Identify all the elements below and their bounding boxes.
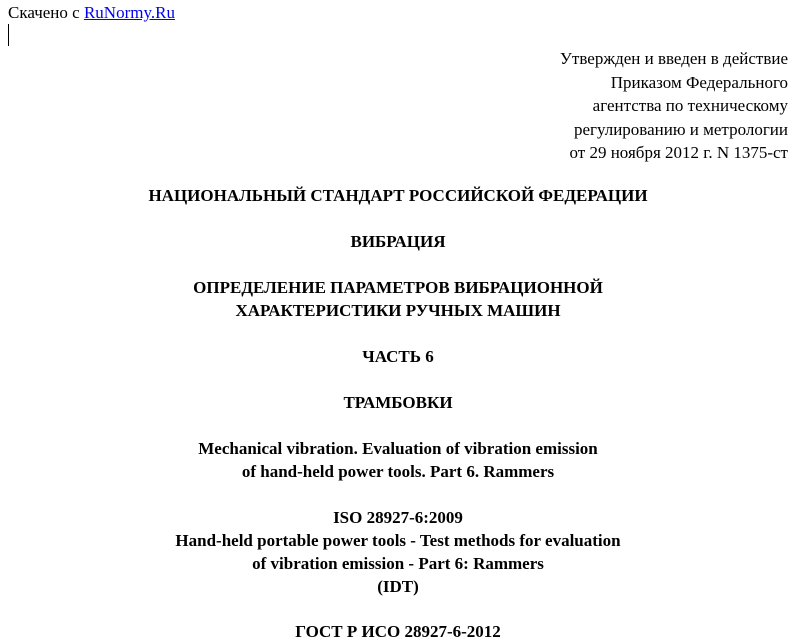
subject-heading bbox=[0, 391, 794, 414]
source-link[interactable]: RuNormy.Ru bbox=[83, 3, 175, 22]
iso-block bbox=[0, 506, 794, 598]
approval-line: регулированию и метрологии bbox=[573, 119, 788, 139]
topic-heading bbox=[0, 230, 794, 253]
part: ЧАСТЬ 6 bbox=[362, 347, 434, 366]
english-title-line: Mechanical vibration. Evaluation of vibration emission bbox=[198, 439, 598, 458]
iso-title-line: of vibration emission - Part 6: Rammers bbox=[252, 554, 544, 573]
part-heading bbox=[0, 345, 794, 368]
approval-line: агентства по техническому bbox=[592, 96, 788, 115]
approval-block bbox=[560, 47, 788, 165]
topic: ВИБРАЦИЯ bbox=[350, 232, 446, 251]
title-line: ХАРАКТЕРИСТИКИ РУЧНЫХ МАШИН bbox=[235, 301, 561, 320]
english-title bbox=[0, 437, 794, 483]
title-heading bbox=[0, 276, 794, 322]
approval-line: Утвержден и введен в действие bbox=[559, 49, 788, 68]
approval-line: от 29 ноября 2012 г. N 1375-ст bbox=[569, 143, 788, 162]
iso-title-line: Hand-held portable power tools - Test methods for evaluation bbox=[175, 531, 621, 550]
title-line: ОПРЕДЕЛЕНИЕ ПАРАМЕТРОВ ВИБРАЦИОННОЙ bbox=[193, 278, 603, 297]
approval-line: Приказом Федерального bbox=[610, 72, 788, 92]
standard-type-heading bbox=[0, 184, 794, 207]
gost-number: ГОСТ Р ИСО 28927-6-2012 bbox=[295, 622, 501, 641]
text-cursor bbox=[8, 24, 9, 46]
iso-number: ISO 28927-6:2009 bbox=[333, 508, 463, 527]
standard-type: НАЦИОНАЛЬНЫЙ СТАНДАРТ РОССИЙСКОЙ ФЕДЕРАЦИИ bbox=[148, 186, 648, 205]
equivalence: (IDT) bbox=[377, 577, 419, 596]
source-prefix: Скачено с bbox=[8, 3, 84, 22]
subject: ТРАМБОВКИ bbox=[343, 393, 453, 412]
english-title-line: of hand-held power tools. Part 6. Rammers bbox=[241, 462, 555, 481]
source-line bbox=[8, 2, 175, 24]
gost-heading bbox=[0, 620, 794, 643]
